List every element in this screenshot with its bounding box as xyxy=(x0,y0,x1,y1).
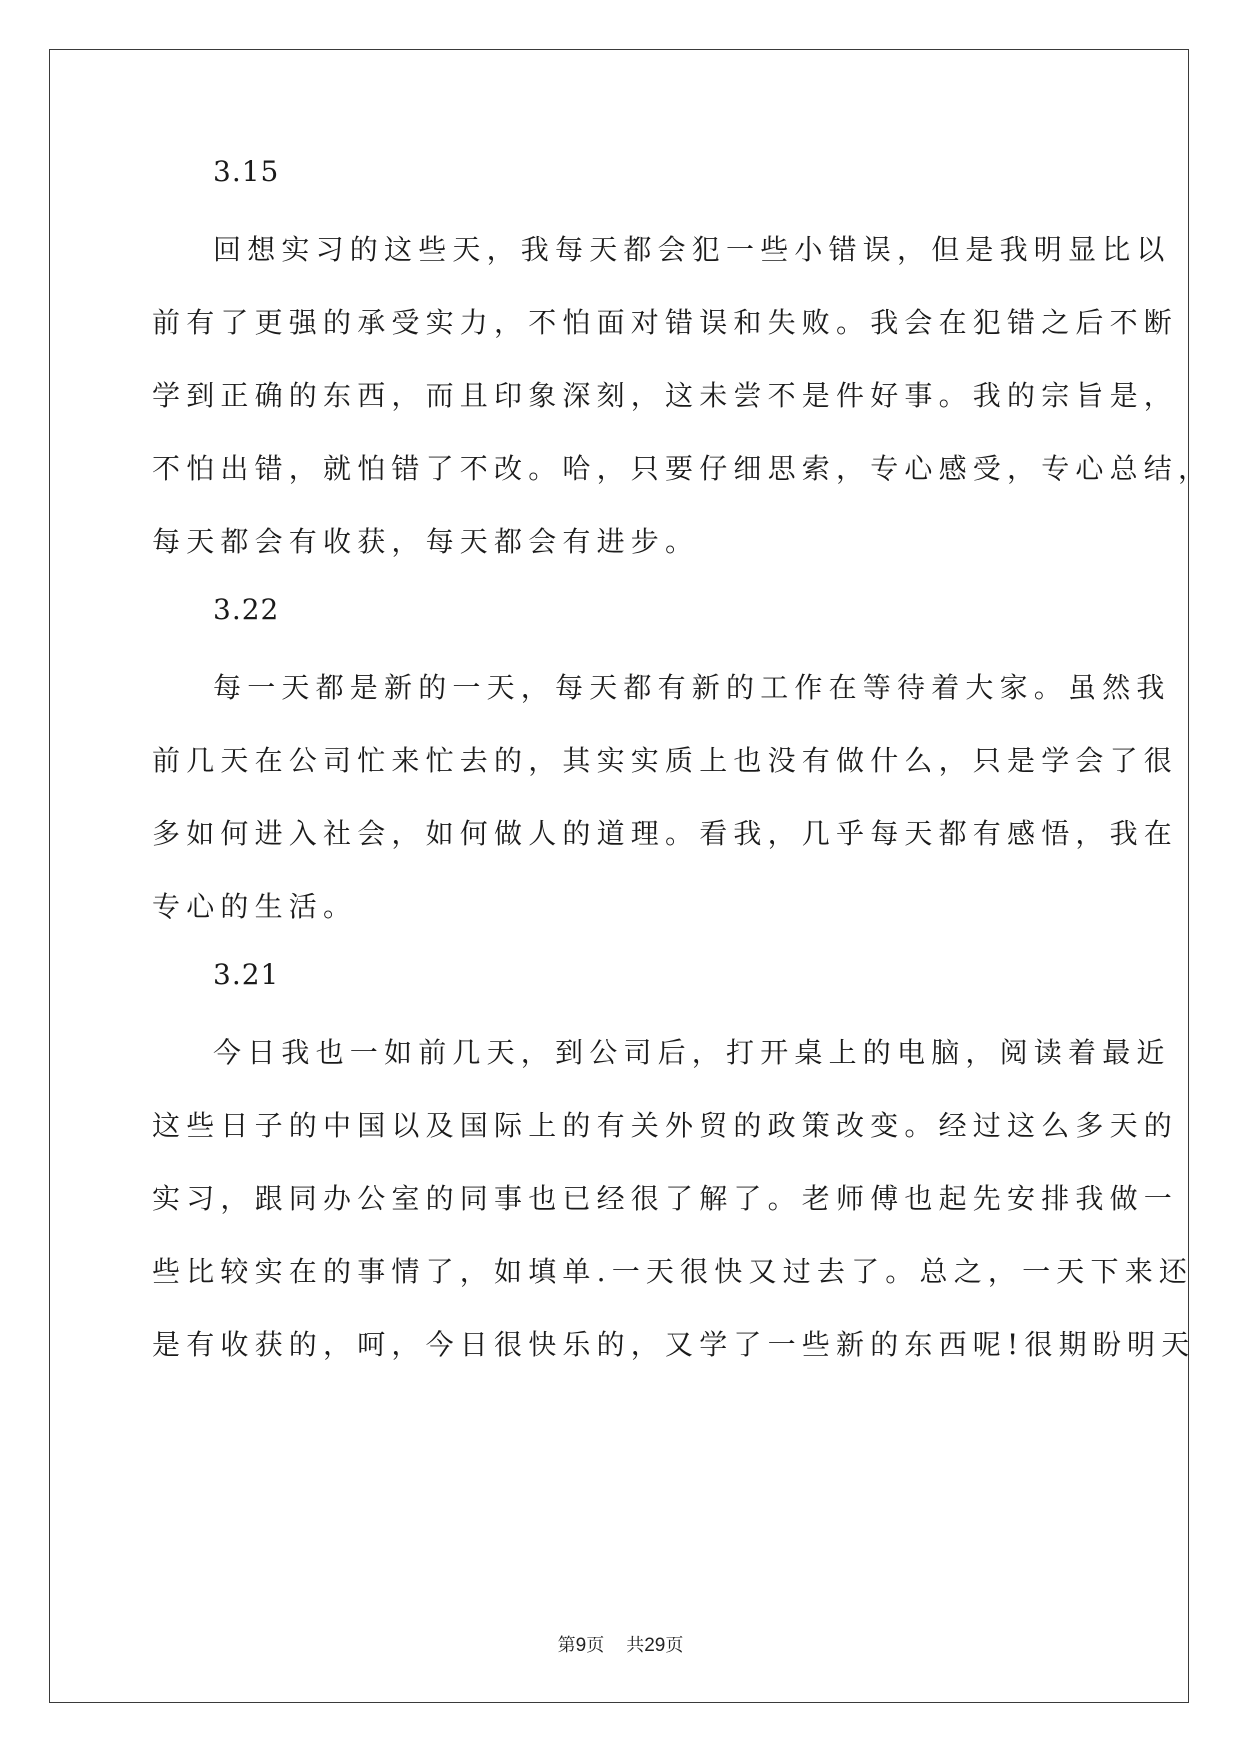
footer-prefix: 第 xyxy=(557,1635,576,1656)
footer-page-suffix: 页 xyxy=(586,1635,605,1656)
paragraph-line: 专心的生活。 xyxy=(152,890,358,923)
footer-total-suffix: 页 xyxy=(665,1635,684,1656)
paragraph-line: 些比较实在的事情了，如填单.一天很快又过去了。总之，一天下来还 xyxy=(152,1255,1194,1288)
entry-date: 3.22 xyxy=(213,593,280,626)
current-page-number: 9 xyxy=(575,1635,587,1656)
paragraph-line: 是有收获的，呵，今日很快乐的，又学了一些新的东西呢!很期盼明天 xyxy=(152,1328,1196,1361)
paragraph-line: 前几天在公司忙来忙去的，其实实质上也没有做什么，只是学会了很 xyxy=(152,744,1179,777)
paragraph-line: 每一天都是新的一天，每天都有新的工作在等待着大家。虽然我 xyxy=(213,671,1171,704)
paragraph-line: 每天都会有收获，每天都会有进步。 xyxy=(152,525,700,558)
paragraph-line: 学到正确的东西，而且印象深刻，这未尝不是件好事。我的宗旨是， xyxy=(152,379,1179,412)
paragraph-line: 多如何进入社会，如何做人的道理。看我，几乎每天都有感悟，我在 xyxy=(152,817,1179,850)
paragraph-line: 这些日子的中国以及国际上的有关外贸的政策改变。经过这么多天的 xyxy=(152,1109,1179,1142)
paragraph-line: 前有了更强的承受实力，不怕面对错误和失败。我会在犯错之后不断 xyxy=(152,306,1179,339)
paragraph-line: 实习，跟同办公室的同事也已经很了解了。老师傅也起先安排我做一 xyxy=(152,1182,1179,1215)
footer-total-prefix: 共 xyxy=(626,1635,645,1656)
paragraph-line: 不怕出错，就怕错了不改。哈，只要仔细思索，专心感受，专心总结， xyxy=(152,452,1213,485)
paragraph-line: 回想实习的这些天，我每天都会犯一些小错误，但是我明显比以 xyxy=(213,233,1171,266)
total-page-count: 29 xyxy=(644,1635,666,1656)
page-footer xyxy=(0,1631,1241,1657)
page-border xyxy=(49,49,1189,1703)
entry-date: 3.15 xyxy=(213,155,280,188)
entry-date: 3.21 xyxy=(213,958,280,991)
paragraph-line: 今日我也一如前几天，到公司后，打开桌上的电脑，阅读着最近 xyxy=(213,1036,1171,1069)
